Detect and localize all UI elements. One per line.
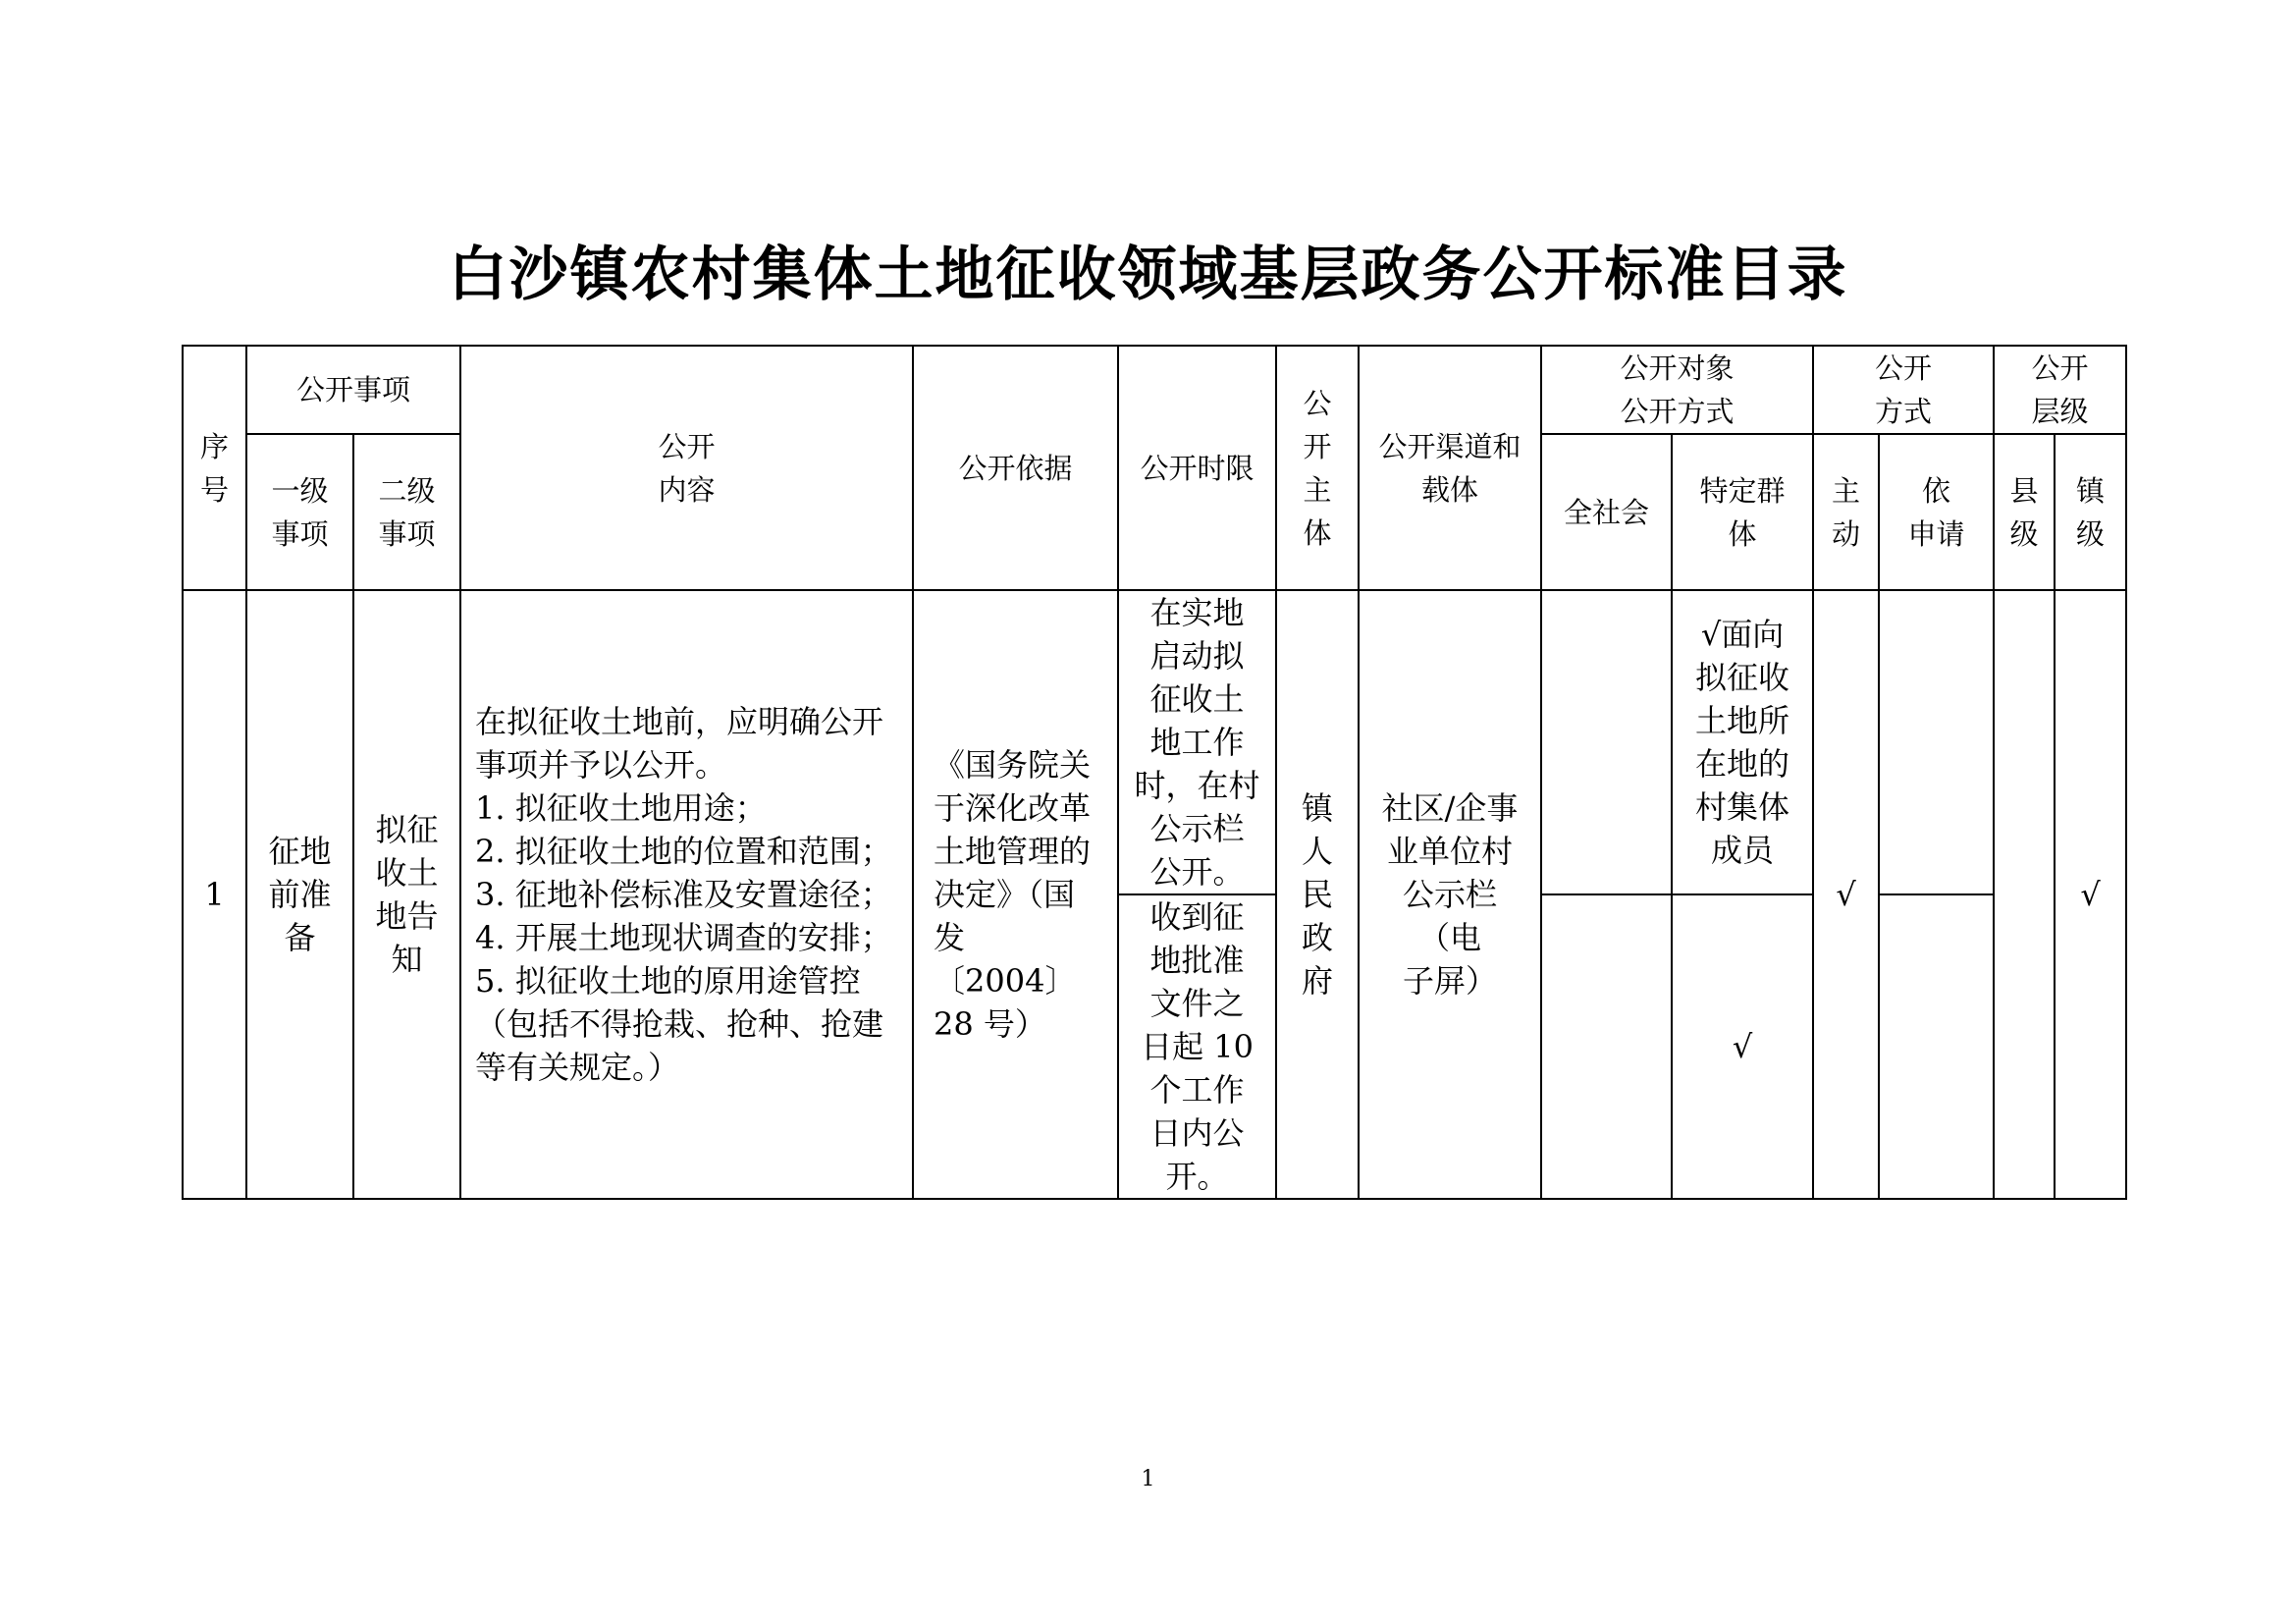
row-active: √: [1813, 590, 1879, 1199]
row-content: 在拟征收土地前，应明确公开事项并予以公开。 1. 拟征收土地用途； 2. 拟征收土地的位置和范围； 3. 征地补偿标准及安置途径； 4. 开展土地现状调查的安排； 5. 拟征收土地的原用途管控（包括不得抢栽、抢种、抢建等有关规定。）: [460, 590, 913, 1199]
row-whole-society-2: [1541, 894, 1672, 1199]
page-number: 1: [1141, 1467, 1155, 1491]
header-time-limit: 公开时限: [1118, 346, 1276, 590]
row-basis: 《国务院关于深化改革土地管理的决定》（国发〔2004〕 28 号）: [913, 590, 1118, 1199]
header-on-request: 依 申请: [1879, 434, 1994, 590]
header-whole-society: 全社会: [1541, 434, 1672, 590]
header-specific-group: 特定群 体: [1672, 434, 1813, 590]
row-town: √: [2055, 590, 2126, 1199]
header-basis: 公开依据: [913, 346, 1118, 590]
header-level2: 二级 事项: [353, 434, 460, 590]
header-subject: 公 开 主 体: [1276, 346, 1359, 590]
row-whole-society-1: [1541, 590, 1672, 894]
row-specific-group-1: √面向 拟征收 土地所 在地的 村集体 成员: [1672, 590, 1813, 894]
header-target-group: 公开对象 公开方式: [1541, 346, 1813, 434]
header-seq: 序 号: [183, 346, 246, 590]
row-on-request-1: [1879, 590, 1994, 894]
row-county: [1994, 590, 2055, 1199]
row-time-limit-1: 在实地 启动拟 征收土 地工作 时，在村 公示栏 公开。: [1118, 590, 1276, 894]
row-subject: 镇 人 民 政 府: [1276, 590, 1359, 1199]
header-mode-group: 公开 方式: [1813, 346, 1994, 434]
disclosure-table: [182, 345, 2127, 1200]
header-items-group: 公开事项: [246, 346, 460, 434]
header-county: 县 级: [1994, 434, 2055, 590]
row-level1: 征地 前准 备: [246, 590, 353, 1199]
row-channel: 社区/企事 业单位村 公示栏（电 子屏）: [1359, 590, 1541, 1199]
row-seq: 1: [183, 590, 246, 1199]
header-town: 镇 级: [2055, 434, 2126, 590]
header-channel: 公开渠道和 载体: [1359, 346, 1541, 590]
row-time-limit-2: 收到征 地批准 文件之 日起 10 个工作 日内公 开。: [1118, 894, 1276, 1199]
row-on-request-2: [1879, 894, 1994, 1199]
table-row: [183, 590, 2126, 894]
row-level2: 拟征 收土 地告 知: [353, 590, 460, 1199]
page-title: 白沙镇农村集体土地征收领域基层政务公开标准目录: [448, 241, 1848, 309]
header-active: 主 动: [1813, 434, 1879, 590]
row-specific-group-2: √: [1672, 894, 1813, 1199]
header-level-group: 公开 层级: [1994, 346, 2126, 434]
header-level1: 一级 事项: [246, 434, 353, 590]
header-content: 公开 内容: [460, 346, 913, 590]
